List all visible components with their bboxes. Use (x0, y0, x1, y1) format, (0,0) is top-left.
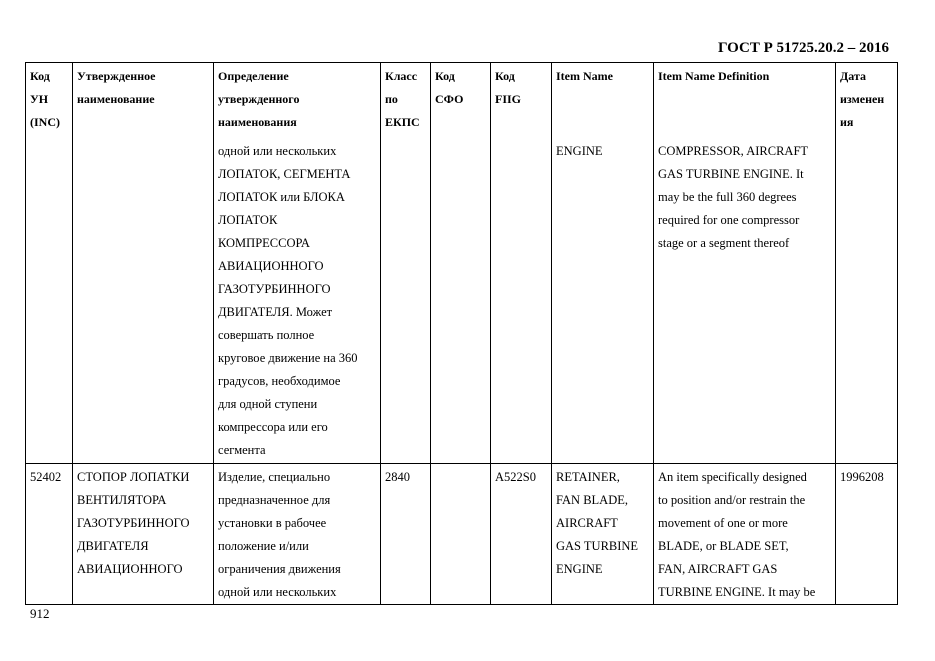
cell-class: 2840 (381, 464, 431, 605)
header-inc: Код УН (INC) (26, 63, 73, 138)
cell-sfo (431, 138, 491, 464)
cell-inc: 52402 (26, 464, 73, 605)
cell-class (381, 138, 431, 464)
header-sfo: Код СФО (431, 63, 491, 138)
cell-approved-name (73, 138, 214, 464)
header-fiig: Код FIIG (491, 63, 552, 138)
cell-item-name: ENGINE (552, 138, 654, 464)
header-item-name: Item Name (552, 63, 654, 138)
table-row (26, 138, 898, 464)
cell-definition-en: COMPRESSOR, AIRCRAFT GAS TURBINE ENGINE. It may be the full 360 degrees required for one compressor stage or a segment thereof (654, 138, 836, 464)
page-number: 912 (30, 606, 50, 621)
cell-sfo (431, 464, 491, 605)
cell-inc (26, 138, 73, 464)
cell-definition-ru: одной или нескольких ЛОПАТОК, СЕГМЕНТА ЛОПАТОК или БЛОКА ЛОПАТОК КОМПРЕССОРА АВИАЦИОННОГО ГАЗОТУРБИННОГО ДВИГАТЕЛЯ. Может совершать полное круговое движение на 360 градусов, необходимое для одной ступени компрессора или его сегмента (214, 138, 381, 464)
cell-approved-name: СТОПОР ЛОПАТКИ ВЕНТИЛЯТОРА ГАЗОТУРБИННОГО ДВИГАТЕЛЯ АВИАЦИОННОГО (73, 464, 214, 605)
item-names-table (25, 62, 898, 605)
cell-definition-ru: Изделие, специально предназначенное для установки в рабочее положение и/или ограничения движения одной или нескольких (214, 464, 381, 605)
cell-item-name: RETAINER, FAN BLADE, AIRCRAFT GAS TURBINE ENGINE (552, 464, 654, 605)
header-definition-en: Item Name Definition (654, 63, 836, 138)
header-definition-ru: Определение утвержденного наименования (214, 63, 381, 138)
cell-definition-en: An item specifically designed to position and/or restrain the movement of one or more BLADE, or BLADE SET, FAN, AIRCRAFT GAS TURBINE ENGINE. It may be (654, 464, 836, 605)
cell-fiig: A522S0 (491, 464, 552, 605)
header-approved-name: Утвержденное наименование (73, 63, 214, 138)
standard-number: ГОСТ Р 51725.20.2 – 2016 (717, 40, 889, 56)
header-class: Класс по ЕКПС (381, 63, 431, 138)
cell-date: 1996208 (836, 464, 898, 605)
cell-date (836, 138, 898, 464)
header-date: Дата изменен ия (836, 63, 898, 138)
table-header-row (26, 63, 898, 138)
table-row (26, 464, 898, 605)
cell-fiig (491, 138, 552, 464)
